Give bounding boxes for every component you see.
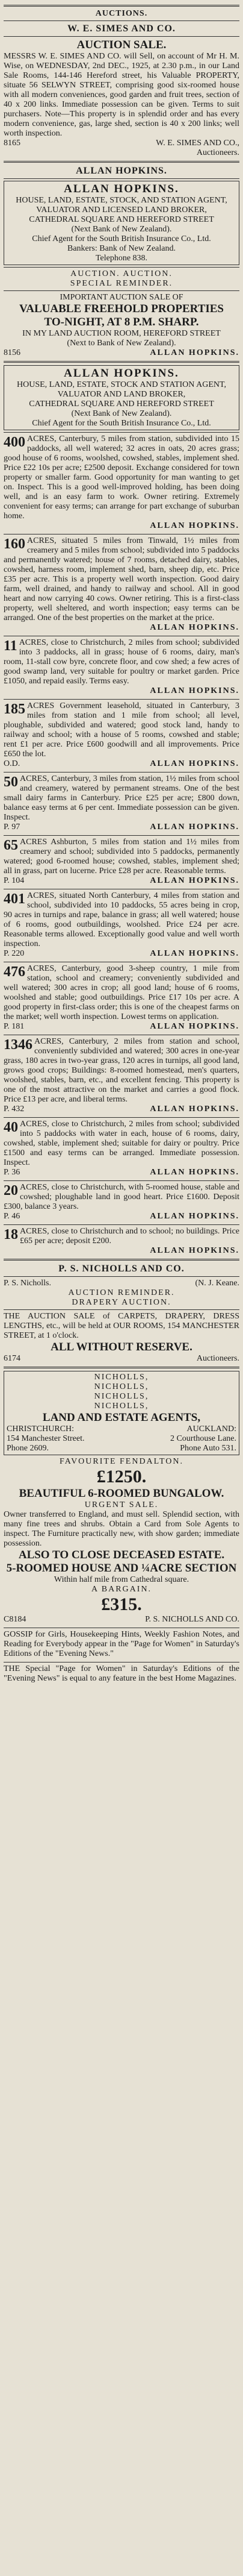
ad-ref: 8156 bbox=[4, 348, 20, 357]
rule bbox=[4, 1367, 239, 1368]
listing-agent: ALLAN HOPKINS. bbox=[150, 1022, 239, 1031]
listing-agent: ALLAN HOPKINS. bbox=[150, 1168, 239, 1177]
firm-line: VALUATOR AND LAND BROKER, bbox=[57, 390, 186, 399]
ad-where: IN MY LAND AUCTION ROOM, HEREFORD STREET bbox=[22, 329, 221, 338]
firm-line: HOUSE, LAND, ESTATE, STOCK AND STATION AGENT, bbox=[16, 380, 227, 389]
listing-ref bbox=[4, 521, 119, 531]
listing-agent: ALLAN HOPKINS. bbox=[150, 521, 239, 530]
listing-footer bbox=[4, 1022, 239, 1032]
ad-fendalton bbox=[4, 1457, 239, 1625]
nicholls-firm-card bbox=[4, 1371, 239, 1455]
listing-item bbox=[4, 774, 239, 832]
ad-body: THE AUCTION SALE of CARPETS, DRAPERY, DRESS LENGTHS, etc., will be held at OUR ROOMS, 154 MANCHESTER STREET, at 1 o'clock. bbox=[4, 1312, 239, 1340]
ad-footer bbox=[4, 139, 239, 158]
listing-item bbox=[4, 964, 239, 1032]
listing-footer bbox=[4, 1168, 239, 1177]
listing-ref: P. 432 bbox=[4, 1105, 25, 1114]
ad-heading: AUCTION SALE. bbox=[76, 39, 167, 51]
ad-body: Owner transferred to England, and must sell. Splendid section, with many fine trees and shrubs. Obtain a Card from Sole Agents to inspect. The Furniture practically new, with show garden; immediate possession. bbox=[4, 1510, 239, 1548]
ad-footer bbox=[4, 1354, 239, 1364]
listing-text: ACRES, close to Christchurch, 2 miles from school; subdivided into 3 paddocks, all in grass; house of 6 rooms, dairy, man's room, 11-stall cow byre, concrete floor, and cow shed; a few acres of good swamp land, very suitable for poultry or market garden. Price £1050, and repaid easily. Terms easy. bbox=[4, 638, 239, 686]
gossip-notice: GOSSIP for Girls, Housekeeping Hints, Weekly Fashion Notes, and Reading for Everybody appear in the "Page for Women" in Saturday's Editions of the "Evening News." bbox=[4, 1630, 239, 1658]
listing-acreage: 11 bbox=[4, 638, 17, 654]
listing-text: ACRES, Canterbury, 5 miles from station, subdivided into 15 paddocks, all well watered; 32 acres in oats, 20 acres grass; good house of 6 rooms, woolshed, cowshed, stables, implement shed. Price £22 10s per acre; £2500 deposit. Exchange considered for town property or smaller farm. Good opportunity for man wanting to get on. Inspect. This is a good well-improved holding, has been doing well, and is an easy farm to work. Owner retiring. Extremely convenient for easy terms; can arrange for part exchange of suburban home. bbox=[4, 434, 239, 521]
listing-text: ACRES, Canterbury, 3 miles from station, 1½ miles from school and creamery, watered by permanent streams. One of the best small dairy farms in Canterbury. Price £25 per acre; £800 down, balance easy terms at 6 per cent. Immediate possession can be given. Inspect. bbox=[4, 774, 239, 822]
listing-item bbox=[4, 434, 239, 531]
top-double-rule bbox=[4, 5, 239, 7]
listing-ref: P. 36 bbox=[4, 1168, 20, 1177]
listing-footer bbox=[4, 759, 239, 769]
listing-text: ACRES, close to Christchurch, 2 miles from school; subdivided into 5 paddocks with water in each, house of 6 rooms, dairy, cowshed, stable, implement shed; suitable for dairy or poultry. Price £1500 and easy terms can be arranged. Immediate possession. Inspect. bbox=[4, 1120, 239, 1167]
address-city: AUCKLAND: bbox=[186, 1424, 236, 1434]
address-christchurch bbox=[7, 1424, 119, 1453]
rule bbox=[4, 36, 239, 37]
firm-name: ALLAN HOPKINS. bbox=[64, 183, 179, 195]
ad-price: £1250. bbox=[96, 1467, 147, 1487]
listing-agent: ALLAN HOPKINS. bbox=[150, 1246, 239, 1255]
listing-footer bbox=[4, 1105, 239, 1114]
ad-ref: C8184 bbox=[4, 1615, 26, 1624]
listing-acreage: 185 bbox=[4, 701, 25, 717]
listing-acreage: 20 bbox=[4, 1183, 18, 1199]
ad-ref: 6174 bbox=[4, 1354, 20, 1363]
ad-subheading: DRAPERY AUCTION. bbox=[72, 1298, 171, 1307]
listing-footer bbox=[4, 521, 239, 531]
listing-agent: ALLAN HOPKINS. bbox=[150, 823, 239, 832]
ad-simes-auction bbox=[4, 39, 239, 158]
ad-price-2: £315. bbox=[101, 1594, 142, 1614]
listing-item bbox=[4, 1183, 239, 1221]
listing-footer bbox=[4, 876, 239, 886]
listing-agent: ALLAN HOPKINS. bbox=[150, 1212, 239, 1221]
ad-title: BEAUTIFUL 6-ROOMED BUNGALOW. bbox=[19, 1487, 224, 1500]
listing-item bbox=[4, 536, 239, 633]
listing-footer bbox=[4, 949, 239, 959]
listing-footer bbox=[4, 686, 239, 696]
firm-line: (Next Bank of New Zealand). bbox=[71, 225, 172, 234]
hopkins-firm-card-2 bbox=[4, 365, 239, 430]
firm-line: Chief Agent for the South British Insurance Co., Ltd. bbox=[32, 234, 211, 243]
ad-body: MESSRS W. E. SIMES AND CO. will Sell, on account of Mr H. M. Wise, on WEDNESDAY, 2nd DEC., 1925, at 2.30 p.m., in our Land Sale Rooms, 144-146 Hereford street, his Valuable PROPERTY, situate 56 SELWYN STREET, comprising good six-roomed house with all modern conveniences, good garden and fruit trees, section of 40 x 200 links. Immediate possession can be given. Terms to suit purchasers. Note—This property is in splendid order and has every modern convenience, gas, large shed, section is 40 x 200 links; well worth inspection. bbox=[4, 52, 239, 138]
firm-name: NICHOLLS, bbox=[94, 1392, 149, 1401]
firm-line: Chief Agent for the South British Insurance Co., Ltd. bbox=[32, 419, 211, 428]
rule bbox=[4, 1117, 239, 1118]
listing-agent: ALLAN HOPKINS. bbox=[150, 949, 239, 958]
listing-footer bbox=[4, 1246, 239, 1256]
hopkins-firm-card bbox=[4, 181, 239, 265]
listing-acreage: 50 bbox=[4, 774, 18, 790]
listing-text: ACRES, situated North Canterbury, 4 miles from station and school, subdivided into 10 paddocks, 55 acres being in crop, 90 acres in turnips and rape, balance in grass; all well watered; house of 6 rooms, good outbuildings, woolshed. Price £24 per acre. Reasonable terms allowed. Exceptionally good value and well worth inspection. bbox=[4, 891, 239, 948]
listing-text: ACRES Ashburton, 5 miles from station and 1½ miles from creamery and school; subdivided into 5 paddocks, permanently watered; good 6-roomed house; cowshed, stables, implement shed; all in grass, part on lucerne. Price £28 per acre. Reasonable terms. bbox=[4, 838, 239, 876]
listing-ref: O.D. bbox=[4, 759, 20, 768]
ad-ref: 8165 bbox=[4, 139, 20, 148]
listing-item bbox=[4, 1120, 239, 1177]
address-street: 2 Courthouse Lane. bbox=[170, 1434, 236, 1443]
listing-item bbox=[4, 1037, 239, 1114]
rule bbox=[4, 432, 239, 433]
ad-heading: AUCTION REMINDER. bbox=[68, 1288, 175, 1297]
address-city: CHRISTCHURCH: bbox=[7, 1424, 75, 1434]
ad-agent: P. S. NICHOLLS AND CO. bbox=[145, 1615, 239, 1624]
listing-acreage: 160 bbox=[4, 536, 25, 552]
ad-title: IMPORTANT AUCTION SALE OF bbox=[60, 293, 183, 302]
listing-agent: ALLAN HOPKINS. bbox=[150, 623, 239, 632]
listing-text: ACRES, close to Christchurch, with 5-roomed house, stable and cowshed; ploughable land in good heart. Price £1600. Deposit £300, balance 3 years. bbox=[4, 1183, 239, 1211]
listing-ref bbox=[4, 686, 119, 696]
listing-ref: P. 97 bbox=[4, 823, 20, 832]
ad-when: TO-NIGHT, AT 8 P.M. SHARP. bbox=[44, 316, 199, 328]
listing-text: ACRES, Canterbury, 2 miles from station and school, conveniently subdivided and watered; 300 acres in one-year grass, 180 acres in two-year grass, 120 acres in turnips, all good land, grows good crops; Buildings: 8-roomed homestead, men's quarters, woolshed, stables, barn, etc., and excellent fencing. This property is one of the most attractive on the market and carries a good flock. Price £13 per acre, and liberal terms. bbox=[4, 1037, 239, 1104]
firm-heading-nicholls: P. S. NICHOLLS AND CO. bbox=[58, 1264, 185, 1274]
listing-agent: ALLAN HOPKINS. bbox=[150, 876, 239, 885]
partner-name: (N. J. Keane. bbox=[195, 1279, 239, 1288]
firm-line: (Next Bank of New Zealand). bbox=[71, 409, 172, 418]
rule bbox=[4, 1224, 239, 1225]
listing-agent: ALLAN HOPKINS. bbox=[150, 1105, 239, 1114]
firm-tagline: LAND AND ESTATE AGENTS, bbox=[42, 1411, 201, 1424]
ad-bottom-title: 5-ROOMED HOUSE AND ¼ACRE SECTION bbox=[6, 1562, 237, 1575]
firm-name: NICHOLLS, bbox=[94, 1402, 149, 1411]
ad-signature: W. E. SIMES AND CO., Auctioneers. bbox=[156, 139, 239, 157]
address-phone: Phone 2609. bbox=[7, 1444, 49, 1453]
firm-addresses bbox=[7, 1424, 236, 1453]
firm-line: HOUSE, LAND, ESTATE, STOCK, AND STATION AGENT, bbox=[16, 196, 227, 205]
listing-item bbox=[4, 638, 239, 696]
ad-urgent: URGENT SALE. bbox=[84, 1500, 159, 1509]
ad-nicholls-drapery bbox=[4, 1279, 239, 1364]
listing-acreage: 476 bbox=[4, 964, 25, 980]
listing-item bbox=[4, 838, 239, 886]
listing-acreage: 65 bbox=[4, 838, 18, 853]
property-listings bbox=[4, 432, 239, 1256]
firm-name: ALLAN HOPKINS. bbox=[64, 367, 179, 380]
ad-footer bbox=[4, 1615, 239, 1625]
partner-name: P. S. Nicholls. bbox=[4, 1279, 51, 1288]
ad-notice: ALL WITHOUT RESERVE. bbox=[51, 1341, 192, 1353]
listing-ref: P. 104 bbox=[4, 876, 25, 885]
rule bbox=[4, 267, 239, 268]
firm-line: CATHEDRAL SQUARE AND HEREFORD STREET bbox=[29, 400, 214, 409]
listing-footer bbox=[4, 823, 239, 832]
firm-line: CATHEDRAL SQUARE AND HEREFORD STREET bbox=[29, 215, 214, 224]
listing-ref bbox=[4, 1246, 119, 1256]
firm-line: Telephone 838. bbox=[95, 254, 148, 263]
listing-item bbox=[4, 1227, 239, 1256]
listing-ref: P. 46 bbox=[4, 1212, 20, 1221]
listing-ref bbox=[4, 623, 119, 633]
address-auckland bbox=[124, 1424, 236, 1453]
listing-acreage: 18 bbox=[4, 1227, 18, 1243]
rule bbox=[4, 699, 239, 700]
listing-agent: ALLAN HOPKINS. bbox=[150, 759, 239, 768]
rule bbox=[4, 1180, 239, 1181]
listing-text: ACRES, close to Christchurch and to school; no buildings. Price £65 per acre; deposit £200. bbox=[20, 1227, 239, 1246]
partner-names bbox=[4, 1279, 239, 1288]
rule bbox=[4, 361, 239, 363]
ad-note: (Next to Bank of New Zealand). bbox=[67, 339, 176, 348]
rule bbox=[4, 20, 239, 21]
section-title: AUCTIONS. bbox=[95, 9, 148, 18]
firm-heading-simes: W. E. SIMES AND CO. bbox=[67, 24, 176, 34]
ad-heading: AUCTION. AUCTION. bbox=[70, 269, 173, 278]
rule bbox=[4, 290, 239, 291]
address-phone: Phone Auto 531. bbox=[180, 1444, 236, 1453]
listing-footer bbox=[4, 1212, 239, 1221]
ad-footer bbox=[4, 348, 239, 358]
listing-item bbox=[4, 891, 239, 959]
listing-acreage: 401 bbox=[4, 891, 25, 907]
rule bbox=[4, 1309, 239, 1310]
ad-bargain: A BARGAIN. bbox=[91, 1585, 152, 1594]
ad-reminder: SPECIAL REMINDER. bbox=[70, 279, 173, 288]
listing-text: ACRES, Canterbury, good 3-sheep country, 1 mile from station, school and creamery; conveniently subdivided and well watered; 300 acres in crop; all good land; house of 6 rooms, woolshed and stable; good outbuildings. Price £17 10s per acre. A good property in first-class order; this is one of the cheapest farms on the market; well worth inspection. Lowest terms on application. bbox=[4, 964, 239, 1021]
address-street: 154 Manchester Street. bbox=[7, 1434, 85, 1443]
firm-heading-hopkins: ALLAN HOPKINS. bbox=[76, 166, 167, 176]
rule bbox=[4, 161, 239, 163]
listing-acreage: 1346 bbox=[4, 1037, 32, 1053]
ad-agent: ALLAN HOPKINS. bbox=[150, 348, 239, 357]
rule bbox=[4, 1276, 239, 1277]
firm-line: VALUATOR AND LICENSED LAND BROKER, bbox=[36, 205, 207, 215]
ad-bottom-note: Within half mile from Cathedral square. bbox=[54, 1575, 189, 1584]
listing-text: ACRES, situated 5 miles from Tinwald, 1½ miles from creamery and 5 miles from school; subdivided into 5 paddocks and permanently watered; house of 7 rooms, detached dairy, stables, cowshed, harness room, implement shed, barn, sheep dip, etc. Price £35 per acre. This is a property well worth inspection. Good dairy farm, well drained, and handy to railway and school. All in good heart and now carrying 40 cows. Owner retiring. This is a first-class property, well sheltered, and worth inspection; easy terms can be arranged. One of the best properties on the market at the price. bbox=[4, 536, 239, 622]
ad-heading: FAVOURITE FENDALTON. bbox=[60, 1457, 183, 1466]
ad-hopkins-special bbox=[4, 269, 239, 358]
rule bbox=[4, 178, 239, 179]
listing-ref: P. 220 bbox=[4, 949, 25, 958]
listing-text: ACRES Government leasehold, situated in Canterbury, 3 miles from station and 1 mile from school; all level, ploughable, subdivided and watered; good stock land, handy to railway and school; with a house of 5 rooms, cowshed and stable; rent £1 per acre. Price £600 goodwill and all improvements. Price £650 the lot. bbox=[4, 701, 239, 759]
listing-ref: P. 181 bbox=[4, 1022, 25, 1031]
special-page-notice: THE Special "Page for Women" in Saturday's Editions of the "Evening News" is equal to any feature in the best Home Magazines. bbox=[4, 1664, 239, 1683]
firm-line: Bankers: Bank of New Zealand. bbox=[67, 244, 176, 253]
listing-agent: ALLAN HOPKINS. bbox=[150, 686, 239, 695]
ad-footer-title: ALSO TO CLOSE DECEASED ESTATE. bbox=[18, 1549, 225, 1561]
firm-name: NICHOLLS, bbox=[94, 1373, 149, 1382]
listing-acreage: 400 bbox=[4, 434, 25, 450]
listing-item bbox=[4, 701, 239, 769]
firm-name: NICHOLLS, bbox=[94, 1382, 149, 1391]
ad-subtitle: VALUABLE FREEHOLD PROPERTIES bbox=[19, 302, 224, 315]
listing-footer bbox=[4, 623, 239, 633]
listing-acreage: 40 bbox=[4, 1120, 18, 1135]
ad-signature: Auctioneers. bbox=[196, 1354, 239, 1363]
rule bbox=[4, 835, 239, 836]
rule bbox=[4, 1259, 239, 1261]
